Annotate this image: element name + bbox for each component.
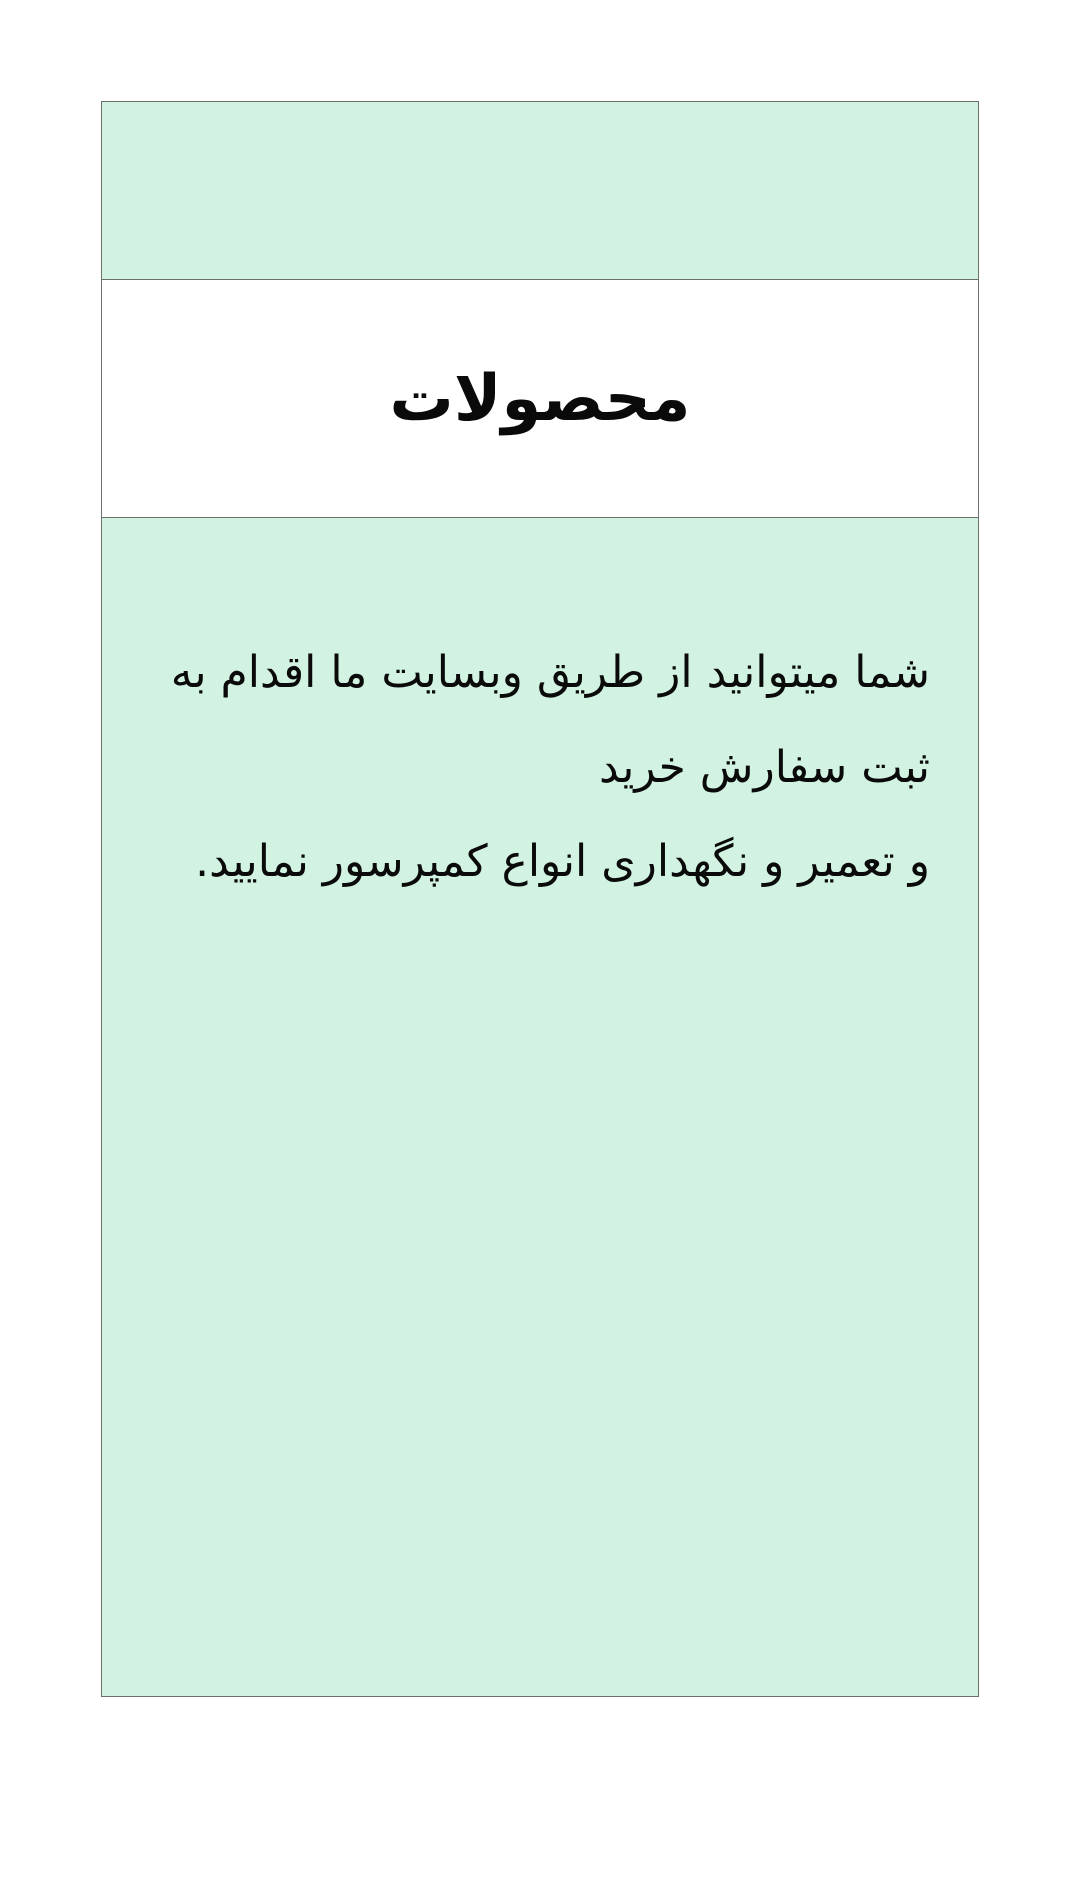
description-line-1: شما میتوانید از طریق وبسایت ما اقدام به ثبت سفارش خرید <box>170 647 930 793</box>
top-banner <box>101 101 979 280</box>
content-column <box>101 101 979 1697</box>
description-line-2: و تعمیر و نگهداری انواع کمپرسور نمایید. <box>195 836 930 888</box>
page-title: محصولات <box>389 361 691 436</box>
heading-section <box>101 279 979 518</box>
description-paragraph <box>150 626 930 910</box>
description-section <box>101 517 979 1697</box>
